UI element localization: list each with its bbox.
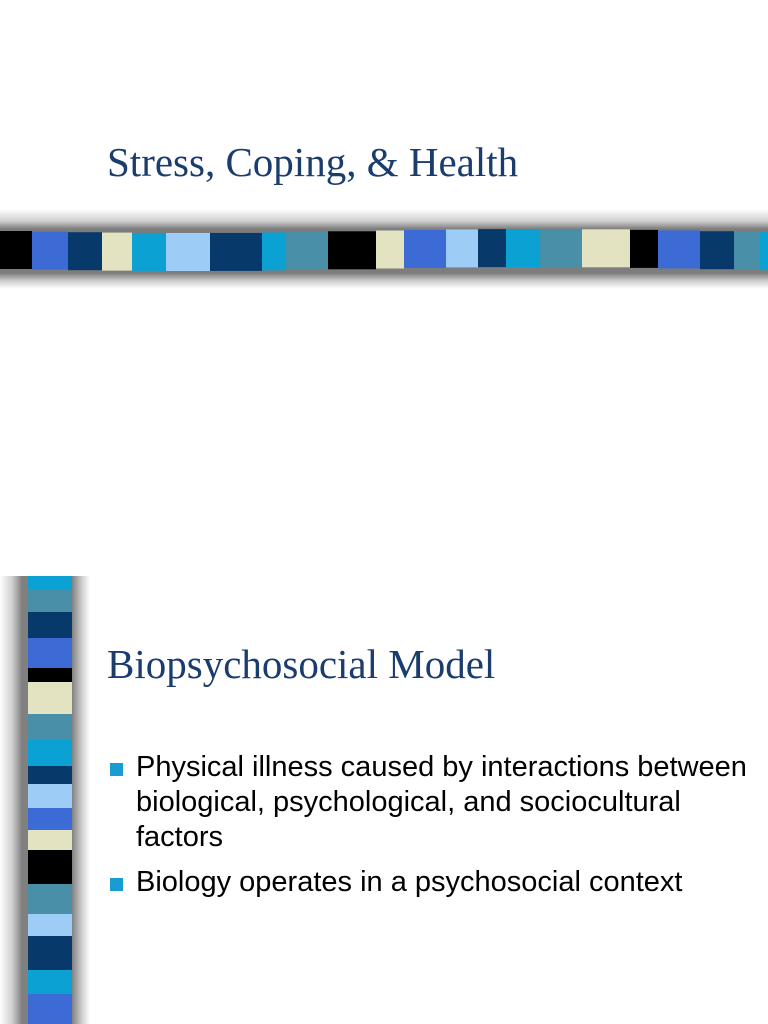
bullet-list (107, 750, 747, 910)
bullet-text: Biology operates in a psychosocial context (136, 866, 683, 898)
band-stripe (166, 233, 210, 271)
band-stripe (262, 232, 286, 270)
band-stripe (700, 231, 734, 269)
decorative-band-vertical (0, 576, 90, 1024)
band-stripe (28, 914, 72, 936)
band-stripe (210, 233, 262, 271)
band-stripe (328, 231, 376, 269)
band-stripe (506, 229, 540, 267)
band-stripe (760, 232, 768, 270)
band-stripe (28, 682, 72, 714)
band-stripe (28, 884, 72, 914)
decorative-band-horizontal (0, 209, 768, 289)
band-stripe (28, 784, 72, 808)
band-stripe (28, 668, 72, 682)
band-stripe (0, 231, 32, 269)
band-stripe (658, 230, 700, 268)
band-stripe (32, 232, 68, 270)
bullet-text: Physical illness caused by interactions between biological, psychological, and sociocultural factors (136, 751, 747, 853)
band-stripe (376, 231, 404, 269)
band-stripe (478, 229, 506, 267)
band-stripe (132, 233, 166, 271)
square-bullet-icon (110, 763, 123, 776)
band-stripe (28, 994, 72, 1024)
band-stripe (446, 229, 478, 267)
band-stripe (286, 232, 328, 270)
band-stripe (582, 229, 630, 267)
bullet-item (107, 750, 747, 855)
band-stripe (28, 850, 72, 884)
square-bullet-icon (110, 878, 123, 891)
band-stripes (0, 576, 90, 1024)
band-stripe (28, 808, 72, 830)
band-stripe (734, 232, 760, 270)
band-stripe (28, 638, 72, 668)
band-stripes (0, 209, 768, 289)
band-stripe (28, 714, 72, 740)
band-stripe (28, 830, 72, 850)
band-stripe (28, 590, 72, 612)
band-stripe (404, 230, 446, 268)
band-stripe (102, 233, 132, 271)
band-stripe (630, 230, 658, 268)
band-stripe (68, 232, 102, 270)
band-stripe (28, 766, 72, 784)
slide-title: Stress, Coping, & Health (107, 139, 519, 185)
band-stripe (28, 936, 72, 970)
bullet-item (107, 865, 747, 900)
band-stripe (28, 576, 72, 590)
band-stripe (28, 740, 72, 766)
band-stripe (540, 229, 582, 267)
band-stripe (28, 970, 72, 994)
band-stripe (28, 612, 72, 638)
slide-title: Biopsychosocial Model (107, 641, 496, 687)
content-slide (0, 576, 768, 1024)
